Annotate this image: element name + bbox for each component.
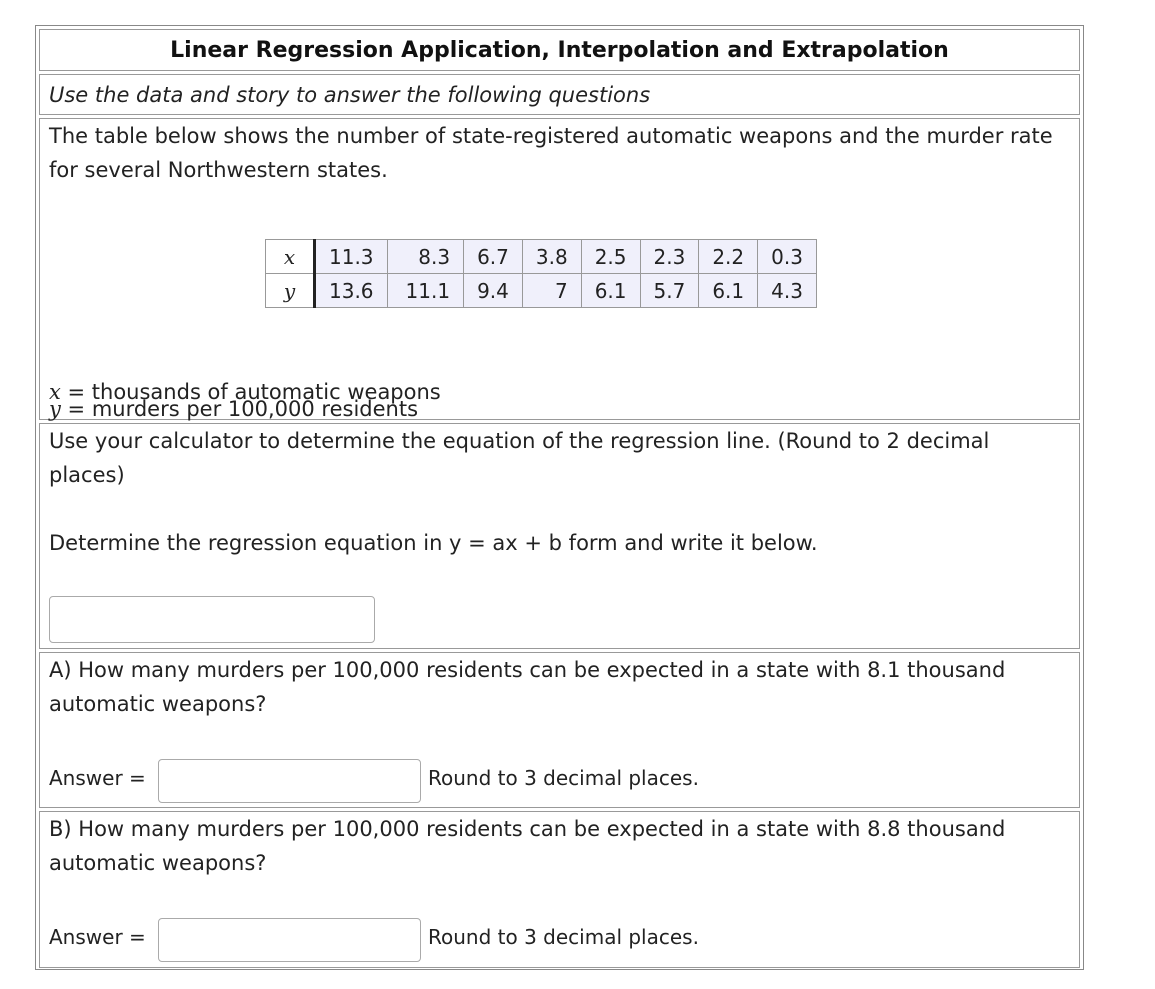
table-cell: 7 [522, 274, 581, 308]
table-row-y [266, 274, 817, 308]
question-a-answer-input[interactable] [158, 759, 421, 803]
question-b-section [39, 811, 1080, 968]
table-cell: 9.4 [464, 274, 523, 308]
question-b-answer-input[interactable] [158, 918, 421, 962]
question-a-answer-label: Answer = [49, 766, 146, 790]
table-header-y: y [266, 274, 315, 308]
table-cell: 6.1 [581, 274, 640, 308]
regression-instruction: Use your calculator to determine the equation of the regression line. (Round to 2 decimal places) [49, 429, 990, 487]
instructions-subtitle: Use the data and story to answer the following questions [39, 74, 1080, 115]
table-cell: 8.3 [387, 240, 464, 274]
regression-section [39, 423, 1080, 649]
table-header-x: x [266, 240, 315, 274]
legend-x-var: x [49, 380, 61, 404]
table-cell: 2.3 [640, 240, 699, 274]
table-row-x [266, 240, 817, 274]
legend-y-var: y [49, 397, 61, 421]
table-cell: 11.3 [315, 240, 388, 274]
question-b-hint: Round to 3 decimal places. [428, 925, 699, 949]
table-cell: 11.1 [387, 274, 464, 308]
question-a-hint: Round to 3 decimal places. [428, 766, 699, 790]
data-table [265, 239, 817, 308]
table-cell: 2.2 [699, 240, 758, 274]
legend-y [40, 392, 1079, 426]
page-title: Linear Regression Application, Interpolation and Extrapolation [39, 29, 1080, 71]
regression-prompt: Determine the regression equation in y = ax + b form and write it below. [49, 531, 818, 555]
question-a-section [39, 652, 1080, 808]
data-section [39, 118, 1080, 420]
legend-x-text: = thousands of automatic weapons [60, 380, 441, 404]
table-cell: 6.7 [464, 240, 523, 274]
regression-equation-input[interactable] [49, 596, 375, 643]
table-cell: 6.1 [699, 274, 758, 308]
worksheet-frame [35, 25, 1084, 970]
table-cell: 0.3 [758, 240, 817, 274]
table-cell: 5.7 [640, 274, 699, 308]
table-cell: 13.6 [315, 274, 388, 308]
legend-y-text: = murders per 100,000 residents [60, 397, 419, 421]
table-cell: 4.3 [758, 274, 817, 308]
table-cell: 2.5 [581, 240, 640, 274]
question-b-text: B) How many murders per 100,000 residents can be expected in a state with 8.8 thousand automatic weapons? [49, 817, 1006, 875]
intro-text: The table below shows the number of state-registered automatic weapons and the murder rate for several Northwestern states. [49, 124, 1053, 182]
table-cell: 3.8 [522, 240, 581, 274]
question-a-text: A) How many murders per 100,000 residents can be expected in a state with 8.1 thousand automatic weapons? [49, 658, 1006, 716]
question-b-answer-label: Answer = [49, 925, 146, 949]
